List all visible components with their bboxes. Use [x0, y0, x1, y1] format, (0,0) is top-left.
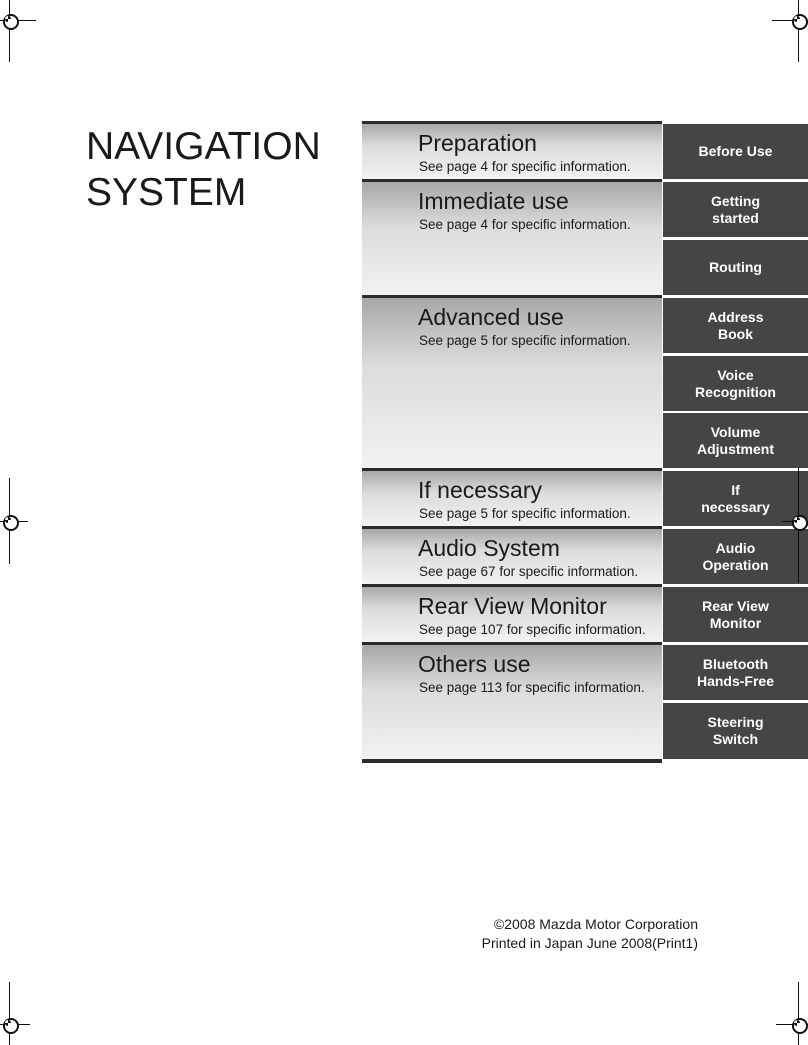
section-title: If necessary — [418, 477, 542, 503]
print-info-text: Printed in Japan June 2008(Print1) — [481, 935, 698, 951]
section-rear-view-monitor[interactable] — [362, 584, 662, 642]
section-audio-system[interactable] — [362, 526, 662, 584]
tab-volume-adjustment[interactable]: Volume Adjustment — [663, 413, 808, 468]
section-page-ref: See page 5 for specific information. — [419, 506, 631, 521]
section-title: Preparation — [418, 130, 537, 156]
title-line-1: NAVIGATION — [86, 125, 321, 168]
section-title: Audio System — [418, 535, 560, 561]
tab-before-use[interactable]: Before Use — [663, 124, 808, 179]
tab-rear-view-monitor[interactable]: Rear View Monitor — [663, 587, 808, 642]
section-title: Rear View Monitor — [418, 593, 607, 619]
tab-getting-started[interactable]: Getting started — [663, 182, 808, 237]
tab-if-necessary[interactable]: If necessary — [663, 471, 808, 526]
section-page-ref: See page 4 for specific information. — [419, 217, 631, 232]
footer — [482, 915, 698, 953]
document-title — [86, 124, 321, 216]
tab-audio-operation[interactable]: Audio Operation — [663, 529, 808, 584]
table-of-contents — [362, 121, 808, 763]
section-immediate-use[interactable] — [362, 179, 662, 295]
tab-bluetooth-hands-free[interactable]: Bluetooth Hands-Free — [663, 645, 808, 700]
tab-address-book[interactable]: Address Book — [663, 298, 808, 353]
section-page-ref: See page 4 for specific information. — [419, 159, 631, 174]
copyright-text: ©2008 Mazda Motor Corporation — [493, 916, 698, 932]
tab-voice-recognition[interactable]: Voice Recognition — [663, 356, 808, 411]
section-page-ref: See page 5 for specific information. — [419, 333, 631, 348]
section-page-ref: See page 107 for specific information. — [419, 622, 646, 637]
section-title: Immediate use — [418, 188, 569, 214]
section-if-necessary[interactable] — [362, 468, 662, 526]
section-title: Others use — [418, 651, 531, 677]
section-preparation[interactable] — [362, 121, 662, 179]
section-advanced-use[interactable] — [362, 295, 662, 468]
section-page-ref: See page 113 for specific information. — [419, 680, 645, 695]
tab-steering-switch[interactable]: Steering Switch — [663, 703, 808, 759]
section-others-use[interactable] — [362, 642, 662, 763]
section-title: Advanced use — [418, 304, 564, 330]
title-line-2: SYSTEM — [86, 171, 247, 214]
section-page-ref: See page 67 for specific information. — [419, 564, 639, 579]
tab-routing[interactable]: Routing — [663, 240, 808, 295]
